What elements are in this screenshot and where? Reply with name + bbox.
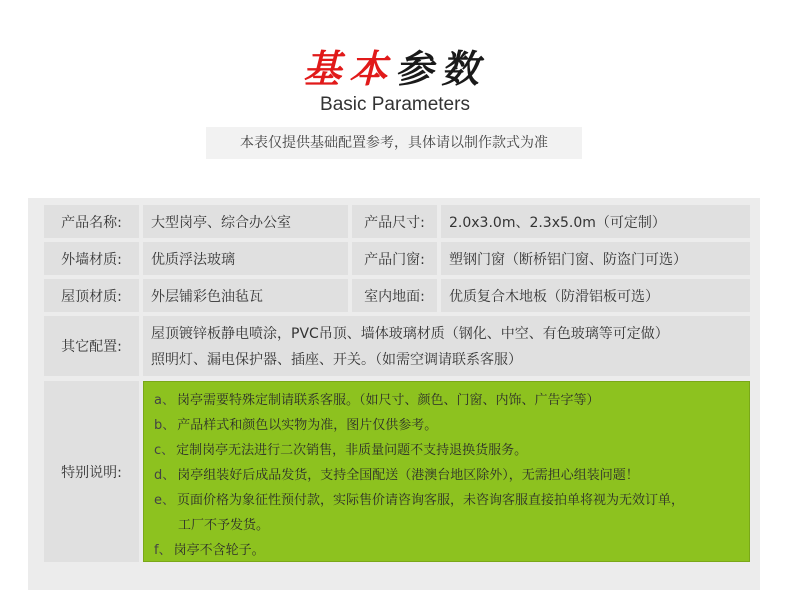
note-letter: d、 [154, 468, 176, 483]
note-text: 页面价格为象征性预付款，实际售价请咨询客服，未咨询客服直接拍单将视为无效订单， [177, 493, 685, 508]
param-label-wall: 外墙材质: [44, 242, 139, 275]
note-item [154, 513, 739, 538]
param-label-special: 特别说明: [44, 381, 139, 562]
note-letter: a、 [154, 393, 175, 408]
other-line-2: 照明灯、漏电保护器、插座、开关。（如需空调请联系客服） [151, 352, 522, 368]
note-text: 岗亭不含轮子。 [173, 543, 265, 558]
note-letter: b、 [154, 418, 176, 433]
other-line-1: 屋顶镀锌板静电喷涂，PVC吊顶、墙体玻璃材质（钢化、中空、有色玻璃等可定做） [151, 326, 669, 342]
note-letter: c、 [154, 443, 175, 458]
param-value-roof: 外层铺彩色油毡瓦 [143, 279, 348, 312]
note-item [154, 488, 739, 513]
note-text: 定制岗亭无法进行二次销售，非质量问题不支持退换货服务。 [176, 443, 528, 458]
note-text: 岗亭组装好后成品发货，支持全国配送（港澳台地区除外），无需担心组装问题！ [177, 468, 639, 483]
param-label-floor: 室内地面: [352, 279, 437, 312]
param-label-size: 产品尺寸: [352, 205, 437, 238]
param-value-wall: 优质浮法玻璃 [143, 242, 348, 275]
param-label-roof: 屋顶材质: [44, 279, 139, 312]
disclaimer-banner: 本表仅提供基础配置参考，具体请以制作款式为准 [206, 127, 582, 159]
page-title [0, 38, 790, 93]
note-item [154, 463, 739, 488]
note-letter: f、 [154, 543, 172, 558]
note-text: 工厂不予发货。 [178, 518, 270, 533]
special-notes-box [143, 381, 750, 562]
note-letter: e、 [154, 493, 175, 508]
param-value-other [143, 316, 750, 376]
title-red: 基本 [302, 46, 395, 91]
title-black: 参数 [395, 46, 488, 91]
param-value-floor: 优质复合木地板（防滑铝板可选） [441, 279, 750, 312]
param-label-other: 其它配置: [44, 316, 139, 376]
note-item [154, 438, 739, 463]
note-item [154, 413, 739, 438]
note-text: 岗亭需要特殊定制请联系客服。（如尺寸、颜色、门窗、内饰、广告字等） [176, 393, 600, 408]
param-label-product-name: 产品名称: [44, 205, 139, 238]
page-subtitle-en: Basic Parameters [320, 94, 470, 115]
param-value-size: 2.0x3.0m、2.3x5.0m（可定制） [441, 205, 750, 238]
param-value-doors: 塑钢门窗（断桥铝门窗、防盗门可选） [441, 242, 750, 275]
param-value-product-name: 大型岗亭、综合办公室 [143, 205, 348, 238]
param-label-doors: 产品门窗: [352, 242, 437, 275]
note-item [154, 388, 739, 413]
note-text: 产品样式和颜色以实物为准，图片仅供参考。 [177, 418, 438, 433]
note-item [154, 538, 739, 563]
